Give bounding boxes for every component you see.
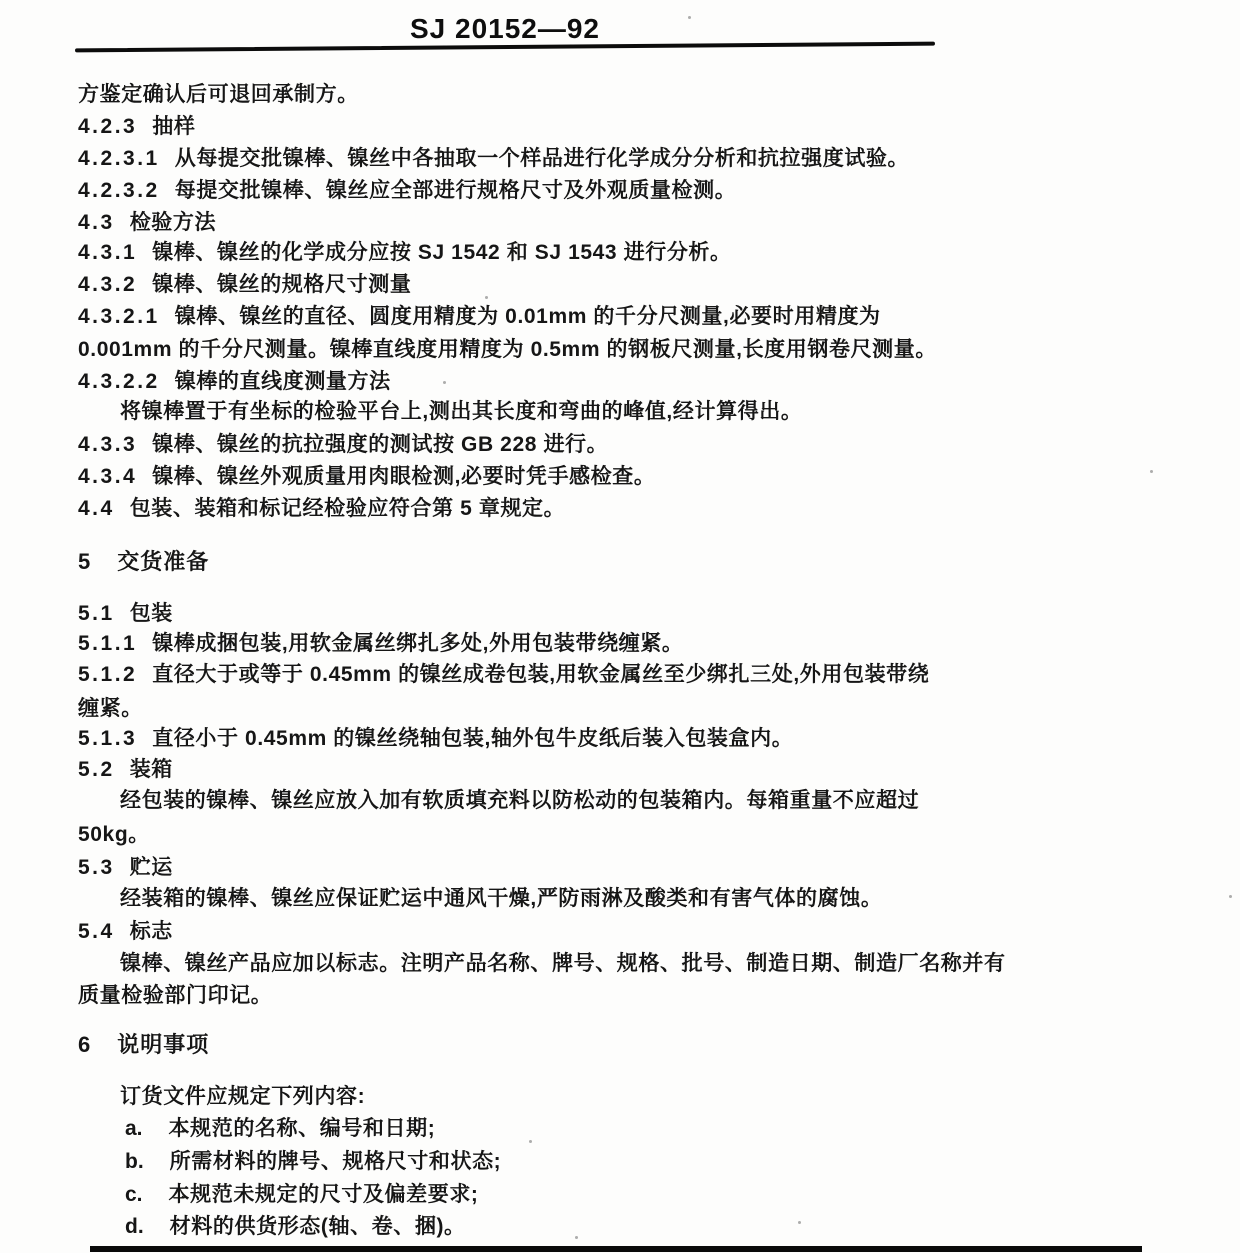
scan-speck (443, 381, 446, 384)
doc-line-4-3-2-1 (78, 300, 881, 330)
line-text: 包装 (129, 602, 173, 625)
line-text: 本规范的名称、编号和日期; (168, 1117, 436, 1140)
line-text: 方鉴定确认后可退回承制方。 (78, 83, 359, 106)
section-number: 4.2.3.1 (78, 147, 160, 170)
section-number: 5.1.1 (78, 632, 138, 655)
scan-speck (485, 296, 488, 299)
doc-line-5-1-2-cont (78, 692, 143, 722)
doc-line-5-1-2 (78, 658, 929, 688)
section-number: 4.4 (78, 497, 115, 520)
scan-speck (529, 1140, 532, 1143)
line-text: 镍棒、镍丝的化学成分应按 SJ 1542 和 SJ 1543 进行分析。 (152, 241, 732, 264)
line-text: 将镍棒置于有坐标的检验平台上,测出其长度和弯曲的峰值,经计算得出。 (120, 400, 803, 423)
line-text: 镍棒的直线度测量方法 (174, 370, 391, 393)
line-text: 镍棒、镍丝的规格尺寸测量 (152, 273, 412, 296)
doc-line-4-2-3-1 (78, 142, 909, 172)
line-text: 抽样 (152, 115, 196, 138)
doc-line-4-2-3-2 (78, 174, 736, 204)
section-number: 4.3.4 (78, 465, 138, 488)
section-number: 5.3 (78, 856, 115, 879)
doc-line-5-2-para (120, 784, 919, 814)
doc-list-item-b (125, 1145, 501, 1175)
doc-line-5-2 (78, 753, 173, 783)
doc-line-4-3-1 (78, 236, 732, 266)
line-text: 每提交批镍棒、镍丝应全部进行规格尺寸及外观质量检测。 (174, 179, 737, 202)
doc-line-intro (78, 78, 359, 108)
doc-line-4-3 (78, 206, 216, 236)
chapter-number: 6 (78, 1032, 92, 1057)
scan-speck (688, 16, 691, 19)
chapter-number: 5 (78, 549, 92, 574)
line-text: 所需材料的牌号、规格尺寸和状态; (169, 1150, 502, 1173)
section-number: 5.2 (78, 758, 115, 781)
doc-line-4-3-2-2-para (120, 395, 802, 425)
section-number: 4.3 (78, 211, 115, 234)
page-bottom-scan-bar (90, 1246, 1142, 1252)
section-number: 5.1.3 (78, 727, 138, 750)
doc-list-item-d (125, 1210, 466, 1240)
line-text: 镍棒、镍丝的直径、圆度用精度为 0.01mm 的千分尺测量,必要时用精度为 (174, 305, 881, 328)
doc-line-5-4-para-cont (78, 979, 272, 1009)
line-text: 直径小于 0.45mm 的镍丝绕轴包装,轴外包牛皮纸后装入包装盒内。 (152, 727, 794, 750)
line-text: 材料的供货形态(轴、卷、捆)。 (169, 1215, 466, 1238)
list-label: a. (125, 1117, 143, 1140)
section-number: 4.3.2.1 (78, 305, 160, 328)
line-text: 直径大于或等于 0.45mm 的镍丝成卷包装,用软金属丝至少绑扎三处,外用包装带绕 (152, 663, 930, 686)
scan-speck (798, 1221, 801, 1224)
line-text: 经包装的镍棒、镍丝应放入加有软质填充料以防松动的包装箱内。每箱重量不应超过 (120, 789, 920, 812)
doc-line-4-3-2-1-cont (78, 333, 937, 363)
line-text: 装箱 (129, 758, 173, 781)
line-text: 镍棒、镍丝产品应加以标志。注明产品名称、牌号、规格、批号、制造日期、制造厂名称并有 (120, 952, 1006, 975)
doc-line-5-3-para (120, 882, 882, 912)
doc-line-5-2-para-cont (78, 818, 150, 848)
doc-line-4-3-2-2 (78, 365, 391, 395)
chapter-title: 说明事项 (117, 1032, 210, 1057)
scan-speck (1150, 470, 1153, 473)
section-number: 4.2.3 (78, 115, 138, 138)
line-text: 从每提交批镍棒、镍丝中各抽取一个样品进行化学成分分析和抗拉强度试验。 (174, 147, 910, 170)
line-text: 50kg。 (78, 823, 150, 846)
line-text: 缠紧。 (78, 697, 143, 720)
line-text: 质量检验部门印记。 (78, 984, 273, 1007)
doc-line-5-1-3 (78, 722, 793, 752)
line-text: 贮运 (129, 856, 173, 879)
line-text: 包装、装箱和标记经检验应符合第 5 章规定。 (129, 497, 566, 520)
line-text: 镍棒成捆包装,用软金属丝绑扎多处,外用包装带绕缠紧。 (152, 632, 684, 655)
section-number: 5.1.2 (78, 663, 138, 686)
doc-list-item-a (125, 1112, 435, 1142)
line-text: 经装箱的镍棒、镍丝应保证贮运中通风干燥,严防雨淋及酸类和有害气体的腐蚀。 (120, 887, 883, 910)
doc-chapter-6 (78, 1028, 209, 1059)
doc-line-5-4-para (120, 947, 1006, 977)
line-text: 检验方法 (129, 211, 217, 234)
list-label: d. (125, 1215, 144, 1238)
doc-line-5-1-1 (78, 627, 684, 657)
section-number: 5.1 (78, 602, 115, 625)
line-text: 镍棒、镍丝外观质量用肉眼检测,必要时凭手感检查。 (152, 465, 656, 488)
doc-line-4-3-3 (78, 428, 608, 458)
doc-line-5-3 (78, 851, 173, 881)
doc-list-item-c (125, 1178, 479, 1208)
doc-line-4-2-3 (78, 110, 195, 140)
section-number: 4.3.2.2 (78, 370, 160, 393)
section-number: 4.2.3.2 (78, 179, 160, 202)
standard-number-header: SJ 20152—92 (409, 13, 601, 44)
doc-line-4-3-2 (78, 268, 411, 298)
doc-line-5-4 (78, 915, 173, 945)
doc-line-5-1 (78, 597, 173, 627)
list-label: c. (125, 1183, 143, 1206)
line-text: 标志 (129, 920, 173, 943)
line-text: 镍棒、镍丝的抗拉强度的测试按 GB 228 进行。 (152, 433, 609, 456)
doc-line-4-3-4 (78, 460, 655, 490)
list-label: b. (125, 1150, 144, 1173)
scan-speck (1229, 895, 1232, 898)
section-number: 4.3.2 (78, 273, 138, 296)
section-number: 5.4 (78, 920, 115, 943)
chapter-title: 交货准备 (117, 549, 210, 574)
line-text: 0.001mm 的千分尺测量。镍棒直线度用精度为 0.5mm 的钢板尺测量,长度用钢卷尺测量。 (78, 338, 937, 361)
scan-speck (575, 1236, 578, 1239)
line-text: 本规范未规定的尺寸及偏差要求; (168, 1183, 479, 1206)
section-number: 4.3.1 (78, 241, 138, 264)
doc-line-4-4 (78, 492, 565, 522)
doc-line-6-intro (120, 1080, 365, 1110)
section-number: 4.3.3 (78, 433, 138, 456)
line-text: 订货文件应规定下列内容: (120, 1085, 366, 1108)
doc-chapter-5 (78, 545, 209, 576)
